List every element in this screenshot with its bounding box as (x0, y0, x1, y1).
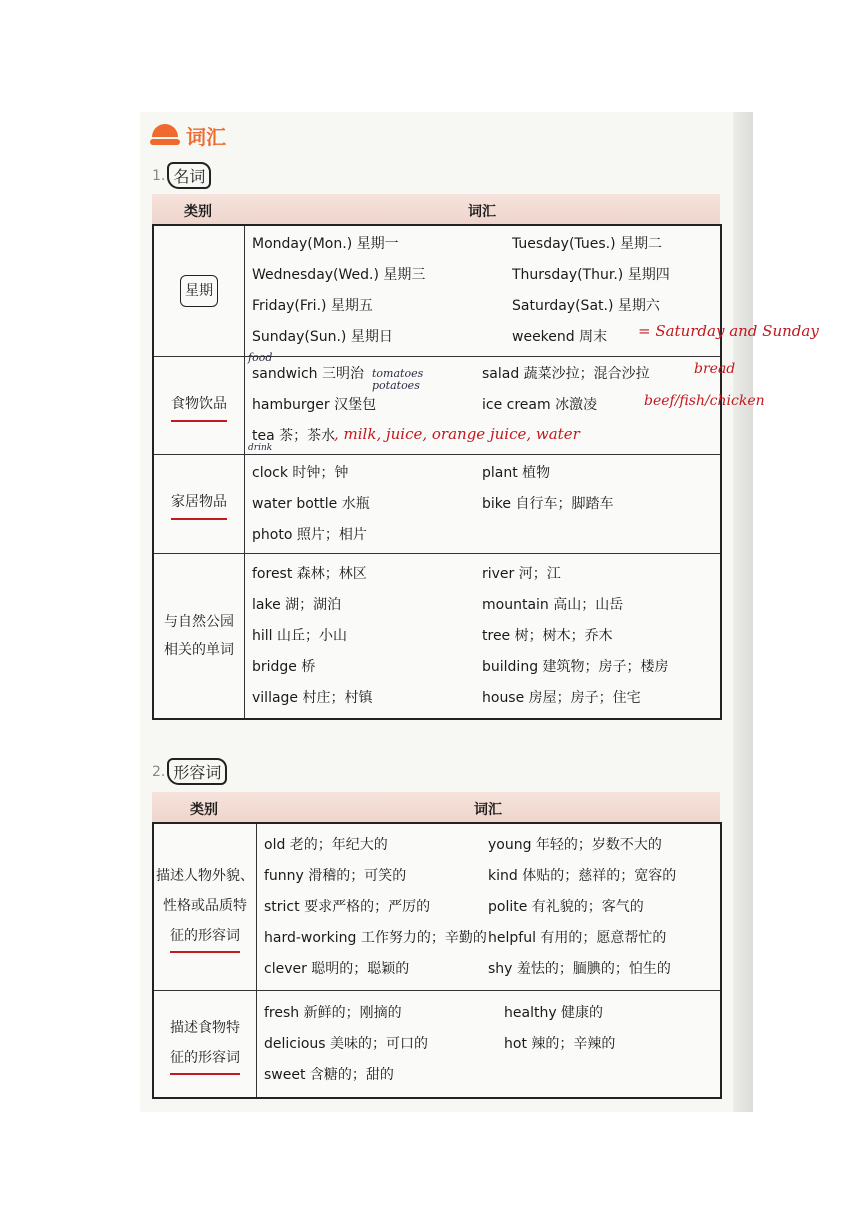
list-item: Tuesday(Tues.) 星期二 (512, 236, 662, 252)
nouns-header-vocab: 词汇 (468, 204, 496, 220)
list-item: ice cream 冰激凌 (482, 397, 598, 413)
adjectives-table (152, 822, 722, 1099)
handwritten-bread: bread (694, 361, 736, 377)
list-item: clock 时钟；钟 (252, 464, 349, 481)
nouns-title: 名词 (167, 162, 211, 189)
list-item: helpful 有用的；愿意帮忙的 (488, 929, 667, 946)
handwritten-drinks: , milk, juice, orange juice, water (334, 425, 580, 443)
nouns-table (152, 224, 819, 720)
table-row (154, 351, 765, 454)
list-item: sandwich 三明治 (252, 366, 364, 382)
list-item: plant 植物 (482, 464, 551, 481)
handwritten-meats: beef/fish/chicken (644, 393, 765, 409)
list-item: hot 辣的；辛辣的 (504, 1035, 616, 1052)
nouns-table-header (152, 194, 720, 224)
list-item: healthy 健康的 (504, 1004, 604, 1021)
list-item: hamburger 汉堡包 (252, 397, 377, 413)
heading-text: 词汇 (186, 124, 226, 149)
table-row (154, 454, 720, 553)
adjectives-header-category: 类别 (190, 802, 218, 818)
list-item: river 河；江 (482, 565, 561, 582)
handwritten-food-label: food (248, 351, 273, 364)
nouns-number: 1. (152, 167, 166, 184)
list-item: salad 蔬菜沙拉；混合沙拉 (482, 366, 650, 382)
handwritten-potatoes: potatoes (372, 379, 420, 392)
word-list (264, 824, 712, 990)
category-food-drink: 食物饮品 (154, 357, 245, 454)
vocabulary-logo-icon (150, 124, 180, 146)
list-item: photo 照片；相片 (252, 526, 367, 543)
word-list (264, 991, 712, 1097)
handwritten-tomatoes: tomatoes (372, 367, 424, 380)
adjectives-header-vocab: 词汇 (474, 802, 502, 818)
list-item: bridge 桥 (252, 658, 316, 675)
list-item: young 年轻的；岁数不大的 (488, 836, 662, 853)
list-item: shy 羞怯的；腼腆的；怕生的 (488, 960, 671, 977)
section-heading (150, 120, 226, 150)
list-item: bike 自行车；脚踏车 (482, 495, 614, 512)
list-item: old 老的；年纪大的 (264, 836, 388, 853)
category-food-traits: 描述食物特 征的形容词 (154, 991, 257, 1097)
table-row (154, 553, 720, 718)
list-item: strict 要求严格的；严厉的 (264, 898, 431, 915)
handwritten-weekend-note: = Saturday and Sunday (638, 322, 819, 340)
list-item: tea 茶；茶水 (252, 428, 336, 444)
category-nature-park: 与自然公园 相关的单词 (154, 554, 245, 718)
list-item: tree 树；树木；乔木 (482, 627, 613, 644)
list-item: Friday(Fri.) 星期五 (252, 298, 373, 314)
list-item: forest 森林；林区 (252, 565, 367, 582)
word-list (252, 554, 712, 718)
adjectives-label (152, 758, 227, 785)
category-household: 家居物品 (154, 455, 245, 553)
list-item: fresh 新鲜的；刚摘的 (264, 1004, 402, 1021)
list-item: Sunday(Sun.) 星期日 (252, 329, 393, 345)
handwritten-drink-label: drink (248, 443, 273, 453)
list-item: clever 聪明的；聪颖的 (264, 960, 410, 977)
list-item: lake 湖；湖泊 (252, 596, 342, 613)
category-people-traits: 描述人物外貌、 性格或品质特 征的形容词 (154, 824, 257, 990)
list-item: funny 滑稽的；可笑的 (264, 867, 407, 884)
list-item: Wednesday(Wed.) 星期三 (252, 267, 426, 283)
category-weekdays: 星期 (154, 226, 245, 356)
list-item: delicious 美味的；可口的 (264, 1035, 429, 1052)
word-list (252, 455, 712, 553)
list-item: mountain 高山；山岳 (482, 596, 624, 613)
list-item: hill 山丘；小山 (252, 627, 347, 644)
nouns-header-category: 类别 (184, 204, 212, 220)
list-item: village 村庄；村镇 (252, 689, 373, 706)
table-row (154, 226, 819, 356)
list-item: polite 有礼貌的；客气的 (488, 898, 644, 915)
list-item: Thursday(Thur.) 星期四 (512, 267, 670, 283)
list-item: building 建筑物；房子；楼房 (482, 658, 669, 675)
adjectives-table-header (152, 792, 720, 822)
list-item: hard-working 工作努力的；辛勤的 (264, 929, 487, 946)
table-row (154, 990, 720, 1097)
list-item: Monday(Mon.) 星期一 (252, 236, 399, 252)
list-item: house 房屋；房子；住宅 (482, 689, 641, 706)
paper-edge-shadow (733, 112, 753, 1112)
list-item: kind 体贴的；慈祥的；宽容的 (488, 867, 677, 884)
list-item: weekend 周末 (512, 329, 608, 345)
list-item: Saturday(Sat.) 星期六 (512, 298, 660, 314)
adjectives-title: 形容词 (167, 758, 227, 785)
list-item: sweet 含糖的；甜的 (264, 1066, 394, 1083)
list-item: water bottle 水瓶 (252, 495, 370, 512)
adjectives-number: 2. (152, 763, 166, 780)
table-row (154, 824, 720, 990)
nouns-label (152, 162, 211, 189)
